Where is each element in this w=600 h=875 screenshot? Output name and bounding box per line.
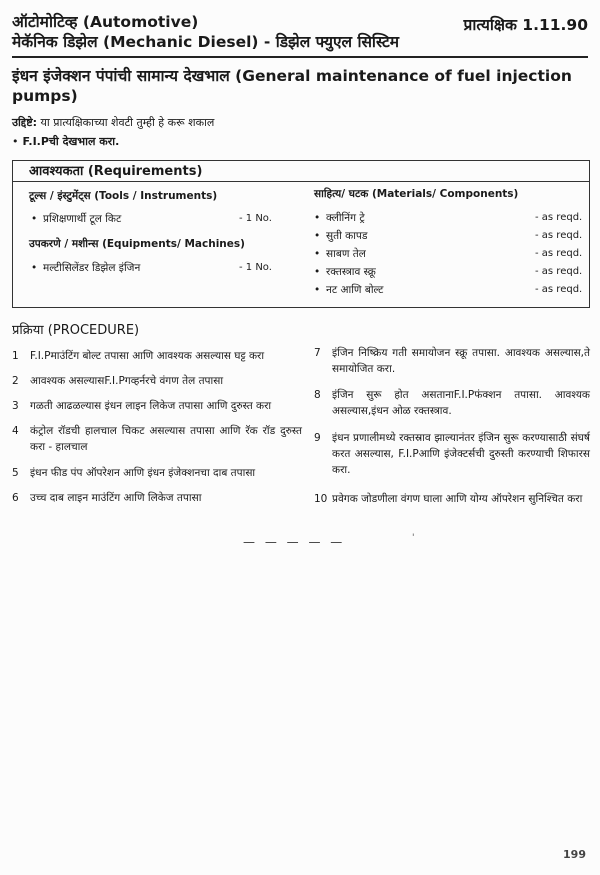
objective-label: उद्दिष्टे: [12, 116, 38, 129]
procedure-step: 6 उच्च दाब लाइन माउंटिंग आणि लिकेज तपासा [12, 492, 202, 504]
material-qty: - as reqd. [535, 284, 583, 295]
material-item: • साबण तेल [314, 248, 366, 260]
procedure-step: 10 प्रवेगक जोडणीला वंगण घाला आणि योग्य ऑपरेशन सुनिश्चित करा [314, 493, 583, 505]
material-item: • सुती कापड [314, 230, 368, 242]
procedure-step: 8 इंजिन सुरू होत असतानाF.I.Pफंक्शन तपासा. आवश्यक असल्यास,इंधन ओळ रक्तस्त्राव. [314, 389, 590, 417]
bullet-icon: • [31, 262, 38, 274]
objective-item-text: F.I.Pची देखभाल करा. [22, 135, 120, 148]
bullet-icon: • [314, 284, 321, 296]
material-item: • नट आणि बोल्ट [314, 284, 384, 296]
chapter-header [12, 12, 452, 52]
stray-mark: ' [412, 533, 415, 543]
equipment-qty: - 1 No. [239, 262, 272, 273]
module-title: मेकॅनिक डिझेल (Mechanic Diesel) - डिझेल फ्युएल सिस्टिम [12, 33, 400, 51]
bullet-icon: • [12, 135, 19, 148]
objective-item [12, 134, 119, 149]
requirements-box [12, 160, 590, 308]
tool-qty: - 1 No. [239, 213, 272, 224]
equipment-item: • मल्टीसिलेंडर डिझेल इंजिन [31, 262, 141, 274]
bullet-icon: • [314, 266, 321, 278]
page-number: 199 [563, 848, 586, 861]
procedure-step: 1 F.I.Pमाउंटिंग बोल्ट तपासा आणि आवश्यक असल्यास घट्ट करा [12, 350, 265, 362]
material-qty: - as reqd. [535, 266, 583, 277]
trade-title: ऑटोमोटिव्ह (Automotive) [12, 13, 199, 31]
procedure-step: 5 इंधन फीड पंप ऑपरेशन आणि इंधन इंजेक्शनचा दाब तपासा [12, 467, 256, 479]
material-qty: - as reqd. [535, 212, 583, 223]
material-item: • रक्तस्त्राव स्क्रू [314, 266, 376, 278]
procedure-step: 4 कंट्रोल रॉडची हालचाल चिकट असल्यास तपासा आणि रॅक रॉड दुरुस्त करा - हालचाल [12, 425, 302, 453]
requirements-heading: आवश्यकता (Requirements) [13, 161, 589, 182]
exercise-number: प्रात्यक्षिक 1.11.90 [463, 16, 588, 34]
objective-line [12, 116, 214, 130]
exercise-title: इंधन इंजेक्शन पंपांची सामान्य देखभाल (General maintenance of fuel injection pumps) [12, 67, 572, 105]
procedure-step: 9 इंधन प्रणालीमध्ये रक्तस्राव झाल्यानंतर इंजिन सुरू करण्यासाठी संघर्ष करत असल्यास, F.I.Pआणि इंजेक्टर्सची दुरुस्ती करण्याची शिफारस करा. [314, 432, 590, 476]
procedure-heading: प्रक्रिया (PROCEDURE) [12, 323, 140, 338]
procedure-step: 7 इंजिन निष्क्रिय गती समायोजन स्क्रू तपासा. आवश्यक असल्यास,ते समायोजित करा. [314, 347, 590, 375]
procedure-step: 2 आवश्यक असल्यासF.I.Pगव्हर्नरचे वंगण तेल तपासा [12, 375, 224, 387]
objective-text: या प्रात्यक्षिकाच्या शेवटी तुम्ही हे करू शकाल [37, 116, 215, 129]
end-dashes: — — — — — [243, 535, 346, 549]
bullet-icon: • [314, 230, 321, 242]
equipments-heading: उपकरणे / मशीन्स (Equipments/ Machines) [29, 238, 245, 250]
material-qty: - as reqd. [535, 248, 583, 259]
material-qty: - as reqd. [535, 230, 583, 241]
tool-item: • प्रशिक्षणार्थी टूल किट [31, 213, 122, 225]
header-divider [12, 56, 588, 58]
tools-heading: टूल्स / इंस्टुमेंट्स (Tools / Instruments) [29, 190, 218, 202]
bullet-icon: • [314, 212, 321, 224]
bullet-icon: • [31, 213, 38, 225]
bullet-icon: • [314, 248, 321, 260]
material-item: • क्लीनिंग ट्रे [314, 212, 365, 224]
materials-heading: साहित्य/ घटक (Materials/ Components) [314, 188, 519, 200]
procedure-step: 3 गळती आढळल्यास इंधन लाइन लिकेज तपासा आणि दुरुस्त करा [12, 400, 272, 412]
